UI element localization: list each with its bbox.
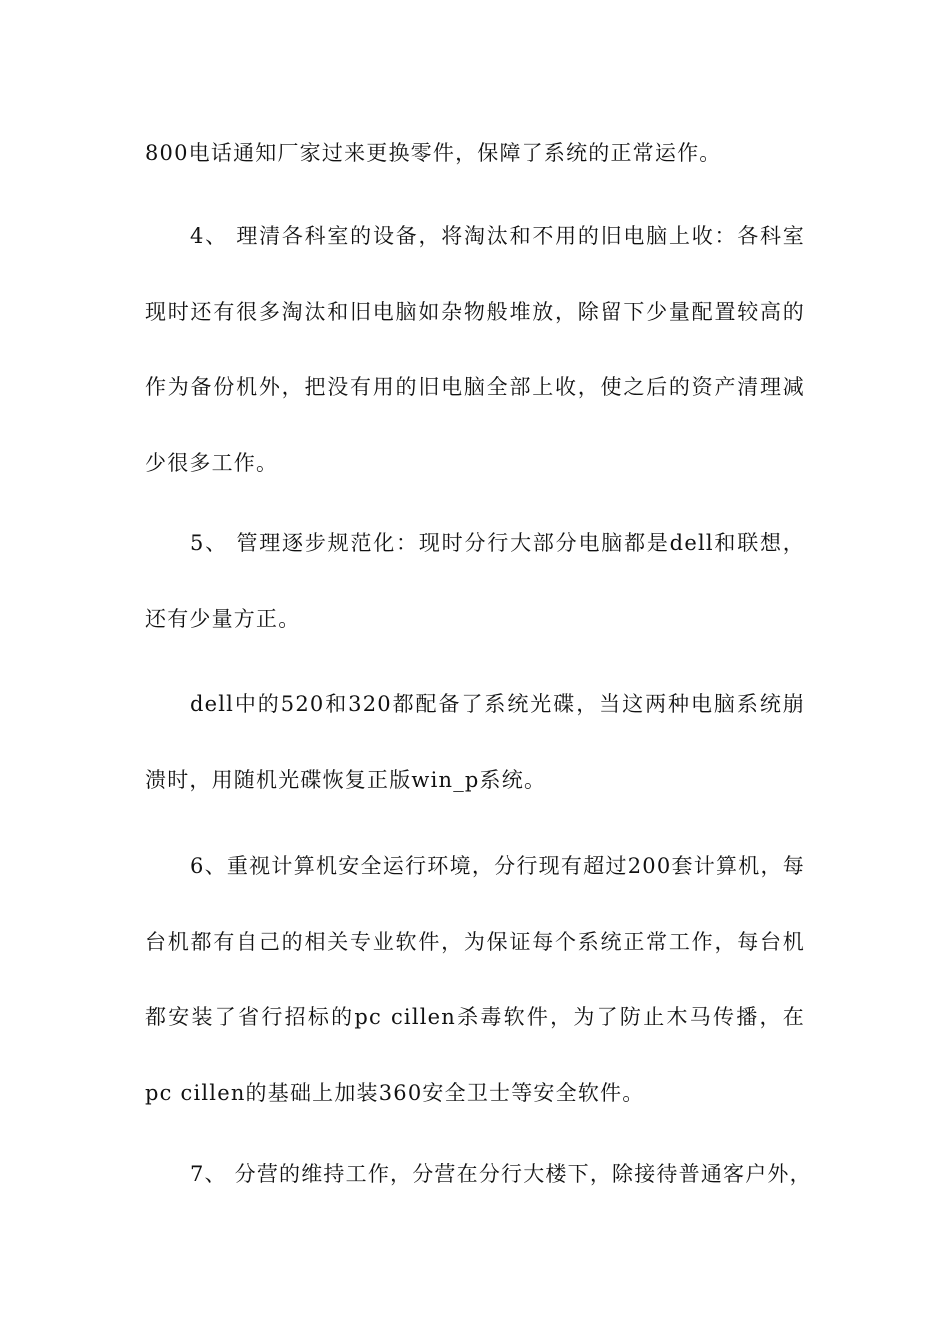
- text-line: 7、 分营的维持工作，分营在分行大楼下，除接待普通客户外，: [190, 1162, 812, 1186]
- text-line: 5、 管理逐步规范化：现时分行大部分电脑都是dell和联想，: [190, 531, 805, 555]
- text-line: 台机都有自己的相关专业软件，为保证每个系统正常工作，每台机: [145, 930, 805, 954]
- text-line: 都安装了省行招标的pc cillen杀毒软件，为了防止木马传播，在: [145, 1005, 805, 1029]
- text-line: 800电话通知厂家过来更换零件，保障了系统的正常运作。: [145, 141, 722, 165]
- text-line: 作为备份机外，把没有用的旧电脑全部上收，使之后的资产清理减: [145, 375, 805, 399]
- text-line: pc cillen的基础上加装360安全卫士等安全软件。: [145, 1081, 645, 1105]
- text-line: 溃时，用随机光碟恢复正版win_p系统。: [145, 768, 547, 792]
- text-line: 6、重视计算机安全运行环境，分行现有超过200套计算机，每: [190, 854, 805, 878]
- text-line: dell中的520和320都配备了系统光碟，当这两种电脑系统崩: [190, 692, 805, 716]
- text-line: 还有少量方正。: [145, 607, 301, 631]
- text-line: 4、 理清各科室的设备，将淘汰和不用的旧电脑上收：各科室: [190, 224, 805, 248]
- text-line: 现时还有很多淘汰和旧电脑如杂物般堆放，除留下少量配置较高的: [145, 300, 805, 324]
- text-line: 少很多工作。: [145, 451, 279, 475]
